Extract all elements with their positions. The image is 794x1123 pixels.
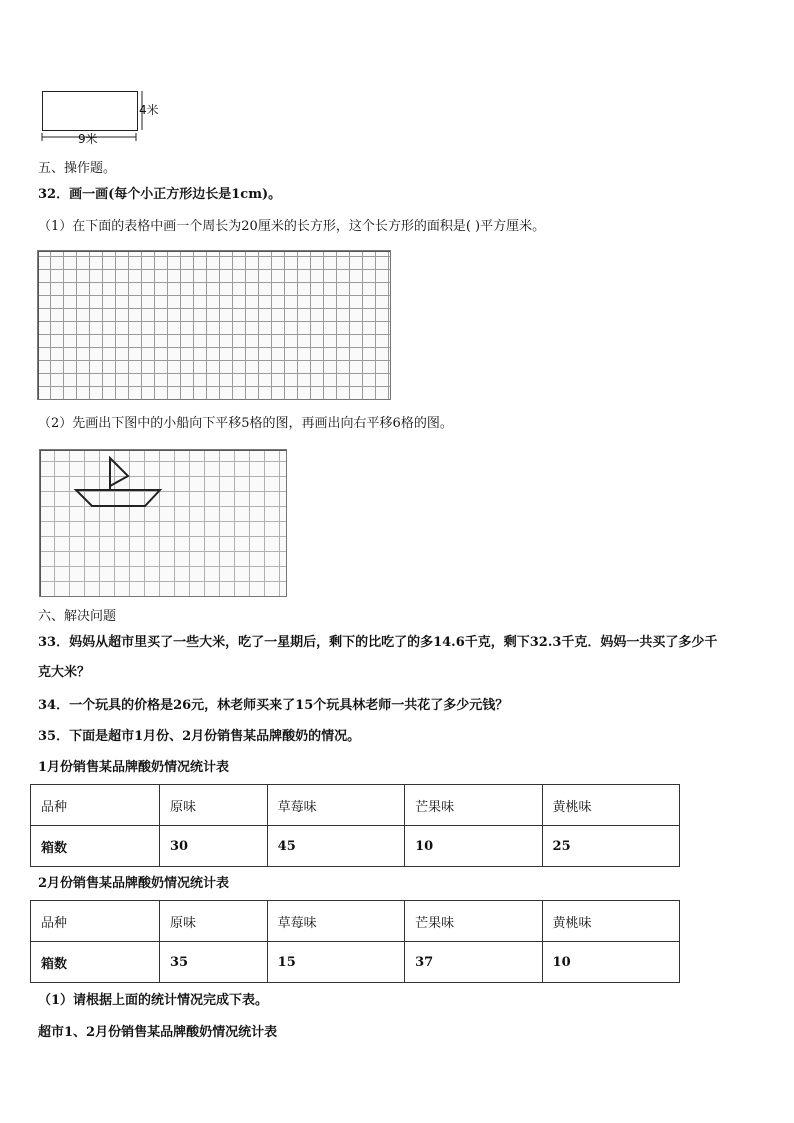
table-cell: 10 (405, 826, 542, 867)
table-cell: 10 (542, 942, 679, 983)
q32-part2: （2）先画出下图中的小船向下平移5格的图，再画出向右平移6格的图。 (38, 416, 453, 431)
table-header-row (31, 901, 680, 942)
table-row (31, 942, 680, 983)
section-6-title: 六、解决问题 (38, 609, 117, 624)
table-cell: 37 (405, 942, 542, 983)
height-label: 4米 (139, 103, 159, 117)
boat-figure (40, 450, 288, 598)
table-header-row (31, 785, 680, 826)
rectangle-figure (38, 87, 168, 147)
table-cell: 箱数 (31, 942, 160, 983)
table-cell: 30 (160, 826, 268, 867)
q35-part1: （1）请根据上面的统计情况完成下表。 (38, 993, 269, 1008)
table-cell: 黄桃味 (542, 901, 679, 942)
table-cell: 芒果味 (405, 901, 542, 942)
width-label: 9米 (78, 132, 98, 146)
table-cell: 品种 (31, 785, 160, 826)
table-cell: 45 (267, 826, 404, 867)
q34-text: 34．一个玩具的价格是26元，林老师买来了15个玩具林老师一共花了多少元钱？ (38, 698, 509, 713)
q32-part1: （1）在下面的表格中画一个周长为20厘米的长方形，这个长方形的面积是( )平方厘米。 (38, 219, 546, 234)
table-feb (30, 900, 680, 983)
q35-text: 35．下面是超市1月份、2月份销售某品牌酸奶的情况。 (38, 729, 361, 744)
drawing-grid-1[interactable] (37, 250, 391, 400)
table-cell: 原味 (160, 785, 268, 826)
table-cell: 黄桃味 (542, 785, 679, 826)
table-cell: 15 (267, 942, 404, 983)
table-cell: 草莓味 (267, 901, 404, 942)
table-feb-caption: 2月份销售某品牌酸奶情况统计表 (38, 876, 230, 891)
table-jan-caption: 1月份销售某品牌酸奶情况统计表 (38, 760, 230, 775)
table-cell: 原味 (160, 901, 268, 942)
q33-line1: 33．妈妈从超市里买了一些大米，吃了一星期后，剩下的比吃了的多14.6千克，剩下32.3千克．妈妈一共买了多少千 (38, 635, 718, 650)
table-combined-caption: 超市1、2月份销售某品牌酸奶情况统计表 (38, 1025, 278, 1040)
table-cell: 25 (542, 826, 679, 867)
section-5-title: 五、操作题。 (38, 161, 117, 176)
table-cell: 35 (160, 942, 268, 983)
table-cell: 芒果味 (405, 785, 542, 826)
drawing-grid-2[interactable] (39, 449, 287, 597)
q32-title: 32．画一画(每个小正方形边长是1cm)。 (38, 187, 282, 202)
q33-line2: 克大米？ (38, 665, 91, 680)
table-cell: 品种 (31, 901, 160, 942)
table-cell: 草莓味 (267, 785, 404, 826)
table-row (31, 826, 680, 867)
table-cell: 箱数 (31, 826, 160, 867)
table-jan (30, 784, 680, 867)
